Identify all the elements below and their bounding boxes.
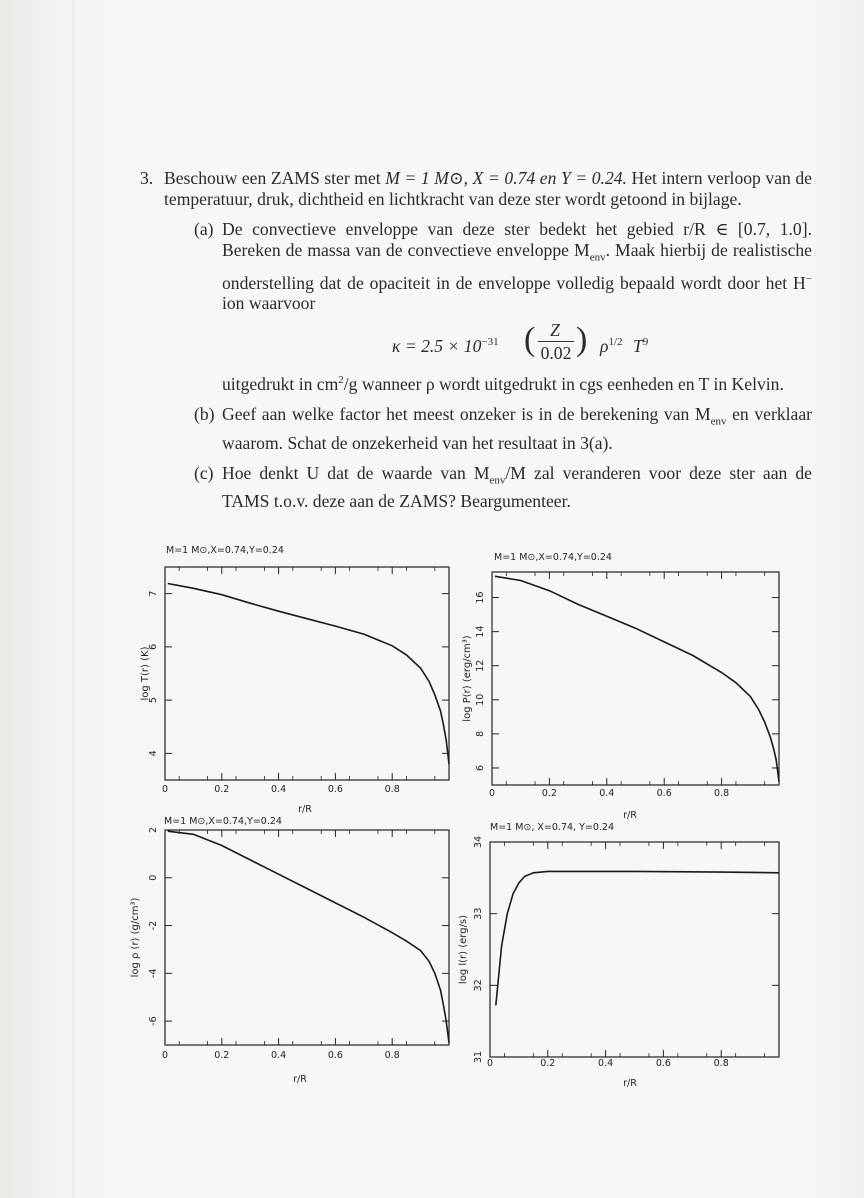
x-axis-label: r/R <box>293 1074 307 1085</box>
y-axis-label: log l(r) (erg/s) <box>458 914 469 985</box>
formula-exp: −31 <box>481 336 499 349</box>
y-tick-label: 31 <box>473 1050 484 1064</box>
series-line <box>496 871 779 1005</box>
x-tick-label: 0.8 <box>713 1058 729 1069</box>
part-a-after-sup: 2 <box>338 374 344 387</box>
plot-frame <box>165 567 449 780</box>
x-tick-label: 0.2 <box>541 788 557 799</box>
part-a-text-1: De convectieve enveloppe van deze ster bedekt het gebied r/R ∈ [0.7, 1.0]. Bereken de massa van de convectieve enveloppe M <box>222 219 812 260</box>
part-c-label: (c) <box>194 462 214 483</box>
plot-frame <box>165 830 449 1045</box>
formula-denominator: 0.02 <box>540 343 572 364</box>
part-a-sub-env: env <box>589 251 606 264</box>
formula-paren-left: ( <box>524 321 536 359</box>
formula-lhs: κ = 2.5 × 10 <box>392 336 482 357</box>
part-a-after-1: uitgedrukt in cm <box>222 374 339 395</box>
x-tick-label: 0.8 <box>384 1050 400 1061</box>
part-a-text-2: . Maak hierbij de realistische onderstelling dat de opaciteit in de enveloppe volledig bepaald wordt door het H <box>222 240 812 293</box>
chart-title: M=1 M⊙,X=0.74,Y=0.24 <box>164 816 282 827</box>
x-tick-label: 0.8 <box>714 788 730 799</box>
x-axis-label: r/R <box>623 810 637 821</box>
part-c-text-1: Hoe denkt U dat de waarde van M <box>222 462 490 483</box>
x-tick-label: 0.4 <box>599 788 615 799</box>
x-tick-label: 0.4 <box>271 1050 287 1061</box>
chart-title: M=1 M⊙,X=0.74,Y=0.24 <box>494 552 612 563</box>
part-a-sup-minus: − <box>805 272 812 285</box>
y-tick-label: 12 <box>475 659 486 672</box>
x-tick-label: 0.4 <box>598 1058 614 1069</box>
y-tick-label: 32 <box>473 979 484 992</box>
intro-text-2: Het intern verloop van de temperatuur, druk, dichtheid en lichtkracht van deze ster wordt getoond in bijlage. <box>164 168 812 209</box>
x-tick-label: 0.4 <box>271 784 287 795</box>
y-tick-label: 14 <box>475 625 486 638</box>
y-tick-label: 34 <box>473 835 484 849</box>
chart-title: M=1 M⊙, X=0.74, Y=0.24 <box>490 822 614 833</box>
chart-title: M=1 M⊙,X=0.74,Y=0.24 <box>166 545 284 556</box>
problem-number: 3. <box>140 168 154 188</box>
x-axis-label: r/R <box>298 804 312 815</box>
series-line <box>495 576 779 781</box>
part-a-text-3: ion waarvoor <box>222 293 316 314</box>
intro-mass: M = 1 M⊙, X = 0.74 en Y = 0.24. <box>385 168 627 188</box>
y-tick-label: -4 <box>148 968 159 979</box>
formula-T: T <box>632 336 643 357</box>
series-line <box>168 584 449 765</box>
plot-frame <box>492 572 779 785</box>
x-tick-label: 0 <box>161 784 169 795</box>
y-tick-label: 8 <box>475 730 486 737</box>
y-tick-label: 5 <box>148 697 159 704</box>
plot-frame <box>490 842 779 1057</box>
x-tick-label: 0.6 <box>655 1058 671 1069</box>
series-line <box>168 831 449 1042</box>
part-c-sub-env: env <box>489 474 506 487</box>
part-b-label: (b) <box>194 404 215 425</box>
part-b-sub-env: env <box>710 415 727 428</box>
y-tick-label: 2 <box>148 826 159 834</box>
formula-rho-exp: 1/2 <box>608 336 623 349</box>
formula-paren-right: ) <box>576 321 588 359</box>
y-tick-label: 0 <box>148 874 159 881</box>
x-tick-label: 0.6 <box>656 788 672 799</box>
y-tick-label: 16 <box>475 591 486 604</box>
part-c-text-2: /M zal veranderen voor deze ster aan de TAMS t.o.v. deze aan de ZAMS? Beargumenteer. <box>222 462 812 512</box>
x-tick-label: 0.2 <box>214 1050 230 1061</box>
x-tick-label: 0.2 <box>540 1058 556 1069</box>
formula-numerator: Z <box>550 320 560 341</box>
y-tick-label: 6 <box>148 643 159 650</box>
y-tick-label: -2 <box>148 920 159 931</box>
x-tick-label: 0.2 <box>214 784 230 795</box>
x-tick-label: 0 <box>486 1058 494 1069</box>
x-tick-label: 0 <box>488 788 496 799</box>
x-axis-label: r/R <box>623 1078 637 1089</box>
part-a-label: (a) <box>194 219 214 239</box>
y-axis-label: log P(r) (erg/cm³) <box>462 635 473 722</box>
y-axis-label: log ρ (r) (g/cm³) <box>130 897 141 978</box>
y-tick-label: -6 <box>148 1016 159 1026</box>
x-tick-label: 0.6 <box>327 1050 343 1061</box>
y-tick-label: 7 <box>148 590 159 597</box>
part-b-text-1: Geef aan welke factor het meest onzeker is in de berekening van M <box>222 404 711 425</box>
part-b-text-2: en verklaar waarom. Schat de onzekerheid van het resultaat in 3(a). <box>222 404 812 453</box>
x-tick-label: 0 <box>161 1050 169 1061</box>
formula-T-exp: 9 <box>642 336 649 349</box>
intro-text-1: Beschouw een ZAMS ster met <box>164 168 381 188</box>
y-axis-label: log T(r) (K) <box>140 646 151 701</box>
formula-rho: ρ <box>600 336 609 357</box>
part-a-after-2: /g wanneer ρ wordt uitgedrukt in cgs eenheden en T in Kelvin. <box>343 374 784 395</box>
y-tick-label: 33 <box>473 907 484 920</box>
y-tick-label: 4 <box>148 750 159 757</box>
x-tick-label: 0.6 <box>327 784 343 795</box>
y-tick-label: 6 <box>475 764 486 771</box>
x-tick-label: 0.8 <box>384 784 400 795</box>
y-tick-label: 10 <box>475 693 486 706</box>
